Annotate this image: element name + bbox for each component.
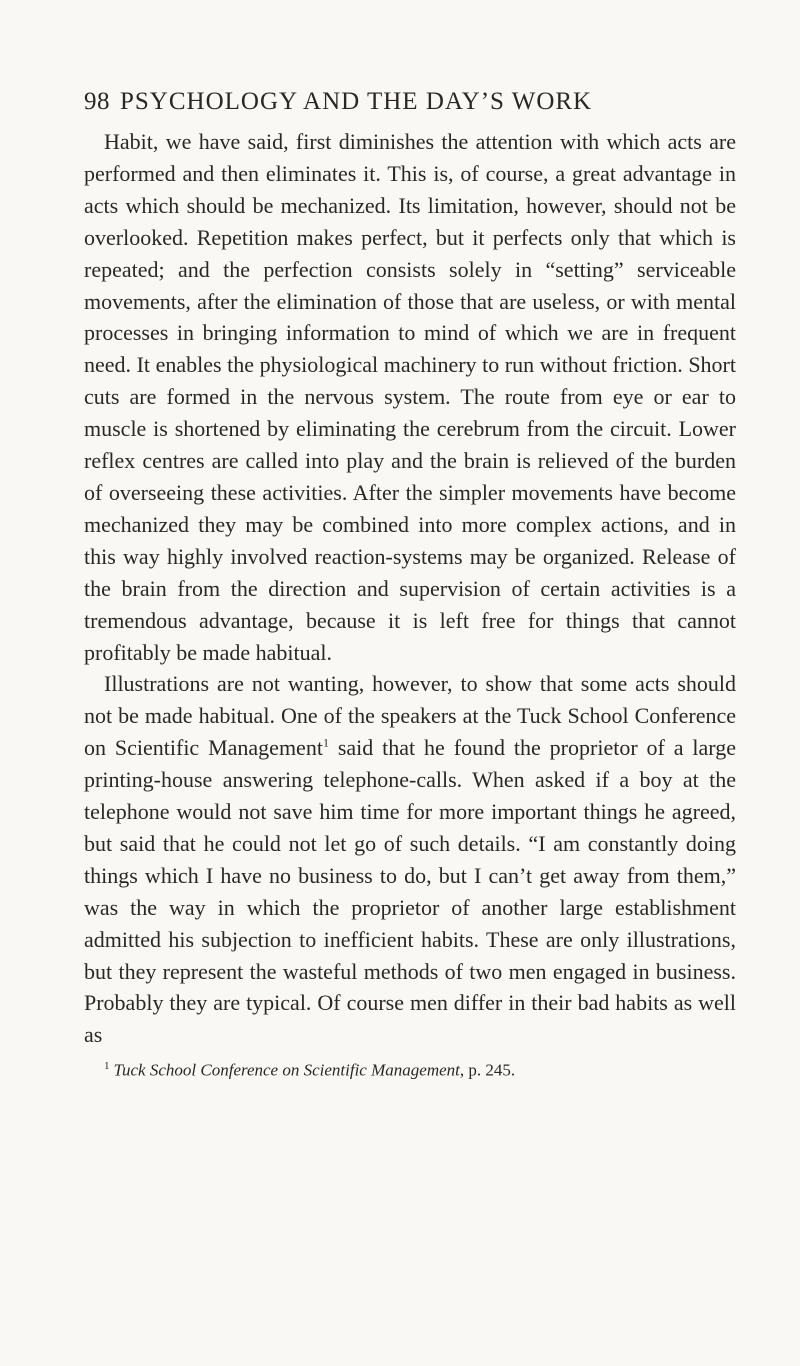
page-number: 98 bbox=[84, 88, 110, 115]
footnote-source-title: Tuck School Conference on Scientific Management bbox=[113, 1060, 460, 1080]
paragraph-illustrations bbox=[84, 668, 736, 1051]
footnote-page-ref: , p. 245. bbox=[459, 1060, 516, 1080]
running-head bbox=[84, 88, 736, 116]
running-head-title: PSYCHOLOGY AND THE DAY’S WORK bbox=[120, 88, 593, 115]
paragraph-habit: Habit, we have said, first diminishes the attention with which acts are performed and then eliminates it. This is, of course, a great advantage in acts which should be mechanized. Its limitation, however, should not be overlooked. Repetition makes perfect, but it perfects only that which is repeated; and the perfection consists solely in “setting” serviceable movements, after the elimination of those that are useless, or with mental processes in bringing information to mind of which we are in frequent need. It enables the physiological machinery to run without friction. Short cuts are formed in the nervous system. The route from eye or ear to muscle is shortened by eliminating the cerebrum from the circuit. Lower reflex centres are called into play and the brain is relieved of the burden of overseeing these activities. After the simpler movements have become mechanized they may be combined into more complex actions, and in this way highly involved reaction-systems may be organized. Release of the brain from the direction and supervision of certain activities is a tremendous advantage, because it is left free for things that cannot profitably be made habitual. bbox=[84, 129, 736, 665]
footnote bbox=[84, 1055, 736, 1082]
book-page bbox=[84, 88, 736, 1082]
paragraph-text-after-ref: said that he found the proprietor of a large printing-house answering telephone-calls. When asked if a boy at the telephone would not save him time for more important things he agreed, but said that he could not let go of such details. “I am constantly doing things which I have no business to do, but I can’t get away from them,” was the way in which the proprietor of another large establishment admitted his subjection to inefficient habits. These are only illustrations, but they represent the wasteful methods of two men engaged in business. Probably they are typical. Of course men differ in their bad habits as well as bbox=[84, 735, 736, 1048]
footnote-reference: 1 bbox=[322, 735, 329, 750]
footnote-mark: 1 bbox=[104, 1060, 110, 1073]
paragraph-text-before-ref: Illustrations are not wanting, however, to show that some acts should not be made habitual. One of the speakers at the Tuck School Conference on Scientific Management bbox=[84, 671, 736, 761]
